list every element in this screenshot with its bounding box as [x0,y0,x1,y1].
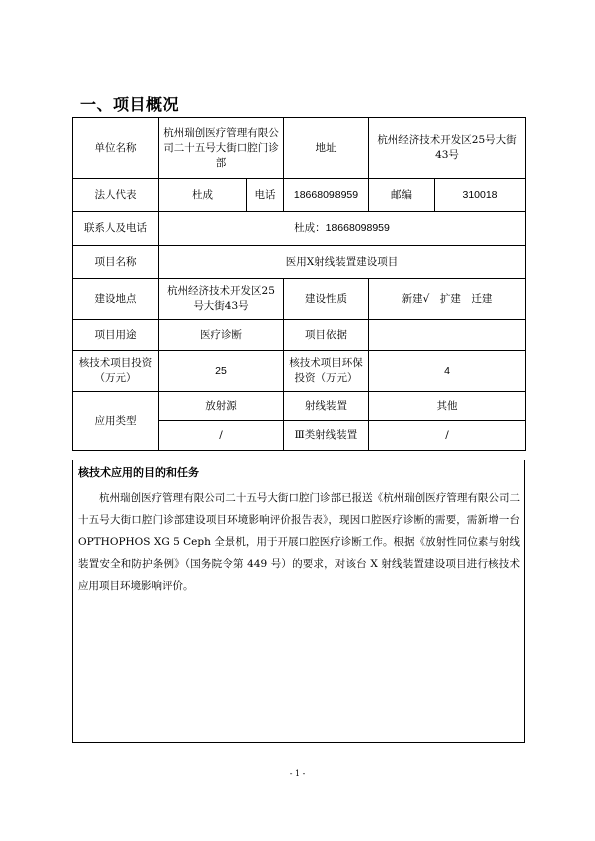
unit-name-label: 单位名称 [73,118,159,179]
unit-name-value: 杭州瑞创医疗管理有限公司二十五号大街口腔门诊部 [159,118,284,179]
purpose-section [72,460,525,743]
app-type-label: 应用类型 [73,392,159,451]
nature-label: 建设性质 [284,279,369,320]
site-label: 建设地点 [73,279,159,320]
phone-label: 电话 [247,179,284,212]
section-heading: 一、项目概况 [80,95,180,114]
use-label: 项目用途 [73,320,159,351]
site-value: 杭州经济技术开发区25号大街43号 [159,279,284,320]
env-invest-value: 4 [369,351,526,392]
contact-value: 杜成：18668098959 [159,212,526,246]
device-value: Ⅲ类射线装置 [284,421,369,451]
phone-value: 18668098959 [284,179,369,212]
purpose-title: 核技术应用的目的和任务 [78,466,199,479]
env-invest-label: 核技术项目环保投资（万元） [284,351,369,392]
legal-rep-label: 法人代表 [73,179,159,212]
other-value: / [369,421,526,451]
basis-value [369,320,526,351]
source-label: 放射源 [159,392,284,421]
address-value: 杭州经济技术开发区25号大街43号 [369,118,526,179]
postcode-value: 310018 [435,179,526,212]
address-label: 地址 [284,118,369,179]
postcode-label: 邮编 [369,179,435,212]
nature-value: 新建√ 扩建 迁建 [369,279,526,320]
device-label: 射线装置 [284,392,369,421]
purpose-body: 杭州瑞创医疗管理有限公司二十五号大街口腔门诊部已报送《杭州瑞创医疗管理有限公司二十五号大街口腔门诊部建设项目环境影响评价报告表》，现因口腔医疗诊断的需要，需新增一台 OPTHOPHOS XG 5 Ceph 全景机，用于开展口腔医疗诊断工作。根据《放射性同位素与射线装置安全和防护条例》（国务院令第 449 号）的要求，对该台 X 射线装置建设项目进行核技术应用项目环境影响评价。 [78,492,520,592]
legal-rep-value: 杜成 [159,179,247,212]
page-number: - 1 - [289,769,306,778]
nuclear-invest-label: 核技术项目投资（万元） [73,351,159,392]
project-name-label: 项目名称 [73,246,159,279]
basis-label: 项目依据 [284,320,369,351]
project-name-value: 医用X射线装置建设项目 [159,246,526,279]
source-value: / [159,421,284,451]
project-overview-table [72,117,526,451]
nuclear-invest-value: 25 [159,351,284,392]
contact-label: 联系人及电话 [73,212,159,246]
other-label: 其他 [369,392,526,421]
use-value: 医疗诊断 [159,320,284,351]
